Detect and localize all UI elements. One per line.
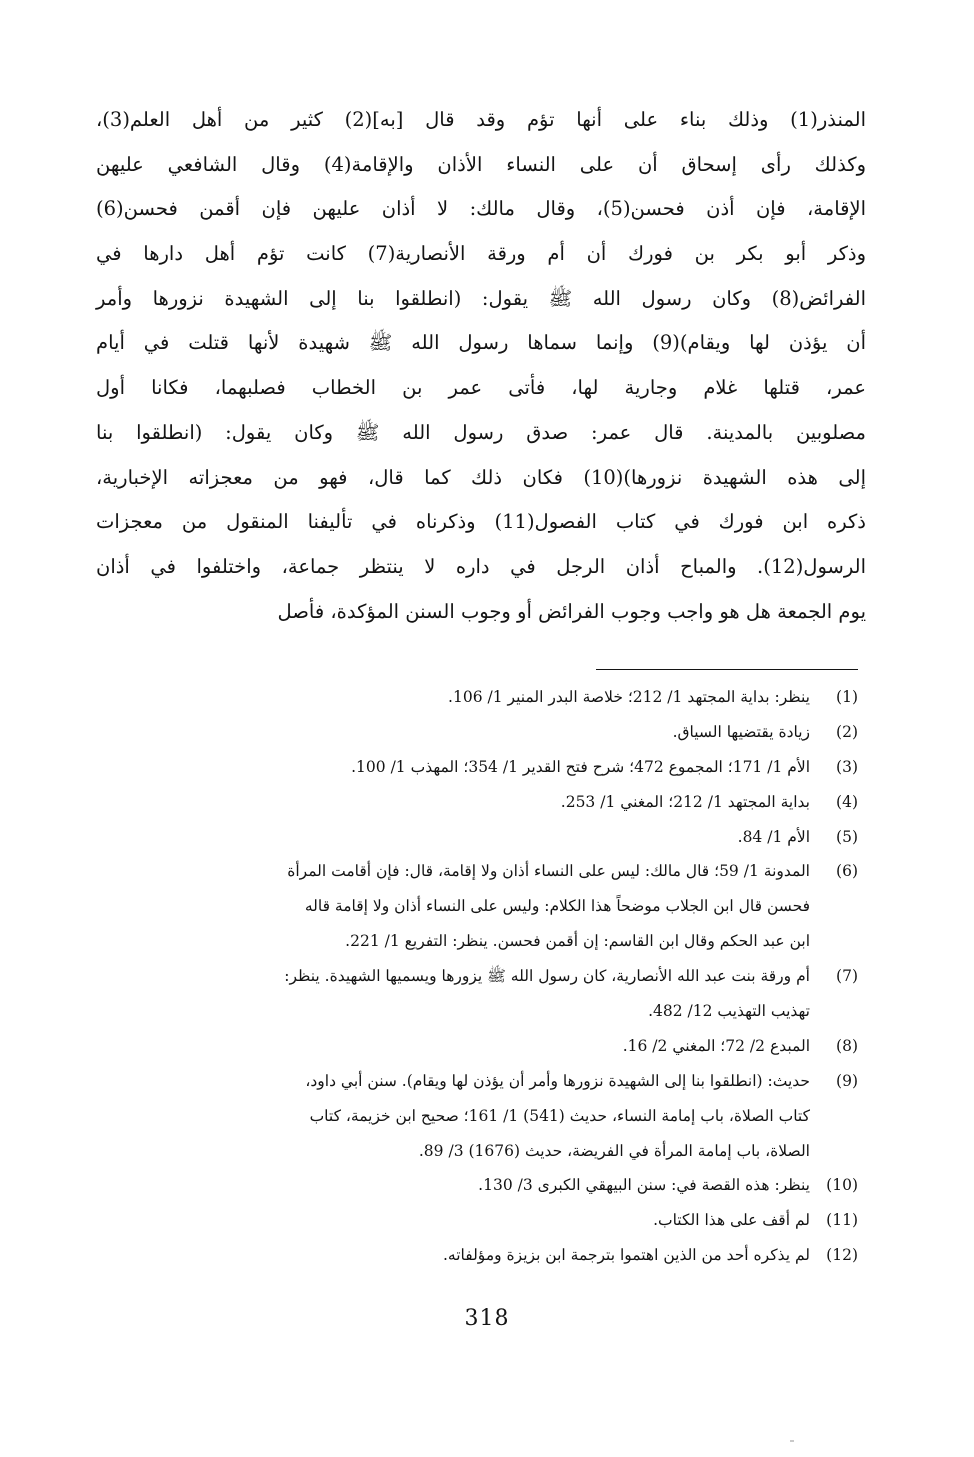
main-text-block (96, 98, 866, 634)
scan-speck (790, 1440, 794, 1442)
footnote-number: (5) (836, 827, 858, 846)
footnote-number: (9) (836, 1071, 858, 1090)
footnote-line (96, 1238, 858, 1273)
footnote-line (96, 680, 858, 715)
main-text-line: المنذر(1) وذلك بناء على أنها تؤم وقد قال [به](2) كثير من أهل العلم(3)، (96, 108, 866, 131)
footnote-line (96, 785, 858, 820)
main-text-line: يوم الجمعة هل هو واجب وجوب الفرائض أو وجوب السنن المؤكدة، فأصل (277, 599, 866, 623)
footnote-number: (10) (826, 1176, 858, 1195)
main-text-line: عمر، قتلها غلام وجارية لها، فأتى عمر بن الخطاب فصلبهما، فكانا أول (96, 376, 866, 400)
footnote-text: الأم 1/ 171؛ المجموع 472؛ شرح فتح القدير 1/ 354؛ المهذب 1/ 100. (351, 757, 810, 776)
footnote-text: أم ورقة بنت عبد الله الأنصارية، كان رسول الله ﷺ يزورها ويسميها الشهيدة. ينظر: (284, 967, 810, 986)
footnote-text: لم يذكره أحد من الذين اهتموا بترجمة ابن بزيزة ومؤلفاته. (442, 1246, 810, 1265)
footnote-line (96, 715, 858, 750)
footnote-text: لم أقف على هذا الكتاب. (653, 1211, 810, 1230)
footnote-number: (1) (836, 688, 858, 706)
main-text-line: الإقامة، فإن أذن فحسن(5)، وقال مالك: لا أذان عليهن فإن أقمن فحسن(6) (96, 197, 866, 221)
footnote-line (96, 750, 858, 785)
footnote-continuation-line: الصلاة، باب إمامة المرأة في الفريضة، حديث (1676) 3/ 89. (418, 1141, 810, 1160)
footnote-line (96, 1203, 858, 1238)
footnote-continuation-line: ابن عبد الحكم وقال ابن القاسم: إن أقمن فحسن. ينظر: التفريع 1/ 221. (345, 932, 810, 951)
footnote-text: حديث: (انطلقوا بنا إلى الشهيدة نزورها وأمر أن يؤذن لها ويقام). سنن أبي داود، (305, 1071, 810, 1090)
footnote-number: (8) (836, 1036, 858, 1055)
footnote-divider (596, 669, 858, 670)
footnote-continuation-line: فحسن قال ابن الجلاب موضحاً هذا الكلام: وليس على النساء أذان ولا إقامة قاله (304, 897, 810, 916)
footnote-continuation-line: تهذيب التهذيب 12/ 482. (648, 1002, 810, 1021)
main-text-line: أن يؤذن لها ويقام)(9) وإنما سماها رسول الله ﷺ شهيدة لأنها قتلت في أيام (96, 331, 866, 355)
footnote-text: الأم 1/ 84. (737, 827, 810, 846)
main-text-line: وذكر أبو بكر بن فورك أن أم ورقة الأنصارية(7) كانت تؤم أهل دارها في (96, 242, 867, 266)
footnote-line (96, 1029, 858, 1064)
footnote-line (96, 854, 858, 889)
footnote-continuation-line: كتاب الصلاة، باب إمامة النساء، حديث (541) 1/ 161؛ صحيح ابن خزيمة، كتاب (309, 1106, 810, 1125)
page-number: 318 (464, 1306, 510, 1331)
footnote-line (96, 1168, 858, 1203)
main-text-line: الرسول(12). والمباح أذان الرجل في داره لا ينتظر جماعة، واختلفوا في أذان (96, 554, 866, 578)
main-text-line: مصلوبين بالمدينة. قال عمر: صدق رسول الله ﷺ وكان يقول: (انطلقوا بنا (96, 420, 866, 444)
footnote-text: بداية المجتهد 1/ 212؛ المغني 1/ 253. (560, 792, 810, 811)
footnote-line (96, 820, 858, 855)
footnote-text: المبدع 2/ 72؛ المغني 2/ 16. (622, 1036, 810, 1055)
footnote-number: (12) (826, 1246, 858, 1265)
footnote-line (96, 1064, 858, 1099)
main-text-line: وكذلك رأى إسحاق أن على النساء الأذان والإقامة(4) وقال الشافعي عليهن (96, 152, 866, 176)
main-text-line: الفرائض(8) وكان رسول الله ﷺ يقول: (انطلقوا بنا إلى الشهيدة نزورها وأمر (96, 286, 866, 310)
footnote-number: (2) (836, 722, 858, 741)
footnote-text: ينظر: هذه القصة في: سنن البيهقي الكبرى 3/ 130. (478, 1176, 810, 1195)
footnote-text: المدونة 1/ 59؛ قال مالك: ليس على النساء أذان ولا إقامة، قال: فإن أقامت المرأة (287, 862, 810, 881)
footnote-text: ينظر: بداية المجتهد 1/ 212؛ خلاصة البدر المنير 1/ 106. (448, 688, 810, 706)
footnote-number: (7) (836, 967, 858, 986)
main-text-line: إلى هذه الشهيدة نزورها)(10) فكان ذلك كما قال، فهو من معجزاته الإخبارية، (96, 465, 867, 489)
footnote-number: (3) (836, 757, 858, 776)
footnote-line (96, 959, 858, 994)
footnote-text: زيادة يقتضيها السياق. (672, 722, 810, 741)
footnote-number: (6) (836, 862, 858, 881)
footnote-number: (11) (826, 1211, 858, 1230)
main-text-line: ذكره ابن فورك في كتاب الفصول(11) وذكرناه في تأليفنا المنقول من معجزات (96, 510, 866, 534)
footnote-number: (4) (836, 792, 858, 811)
footnotes-block (96, 680, 858, 1273)
